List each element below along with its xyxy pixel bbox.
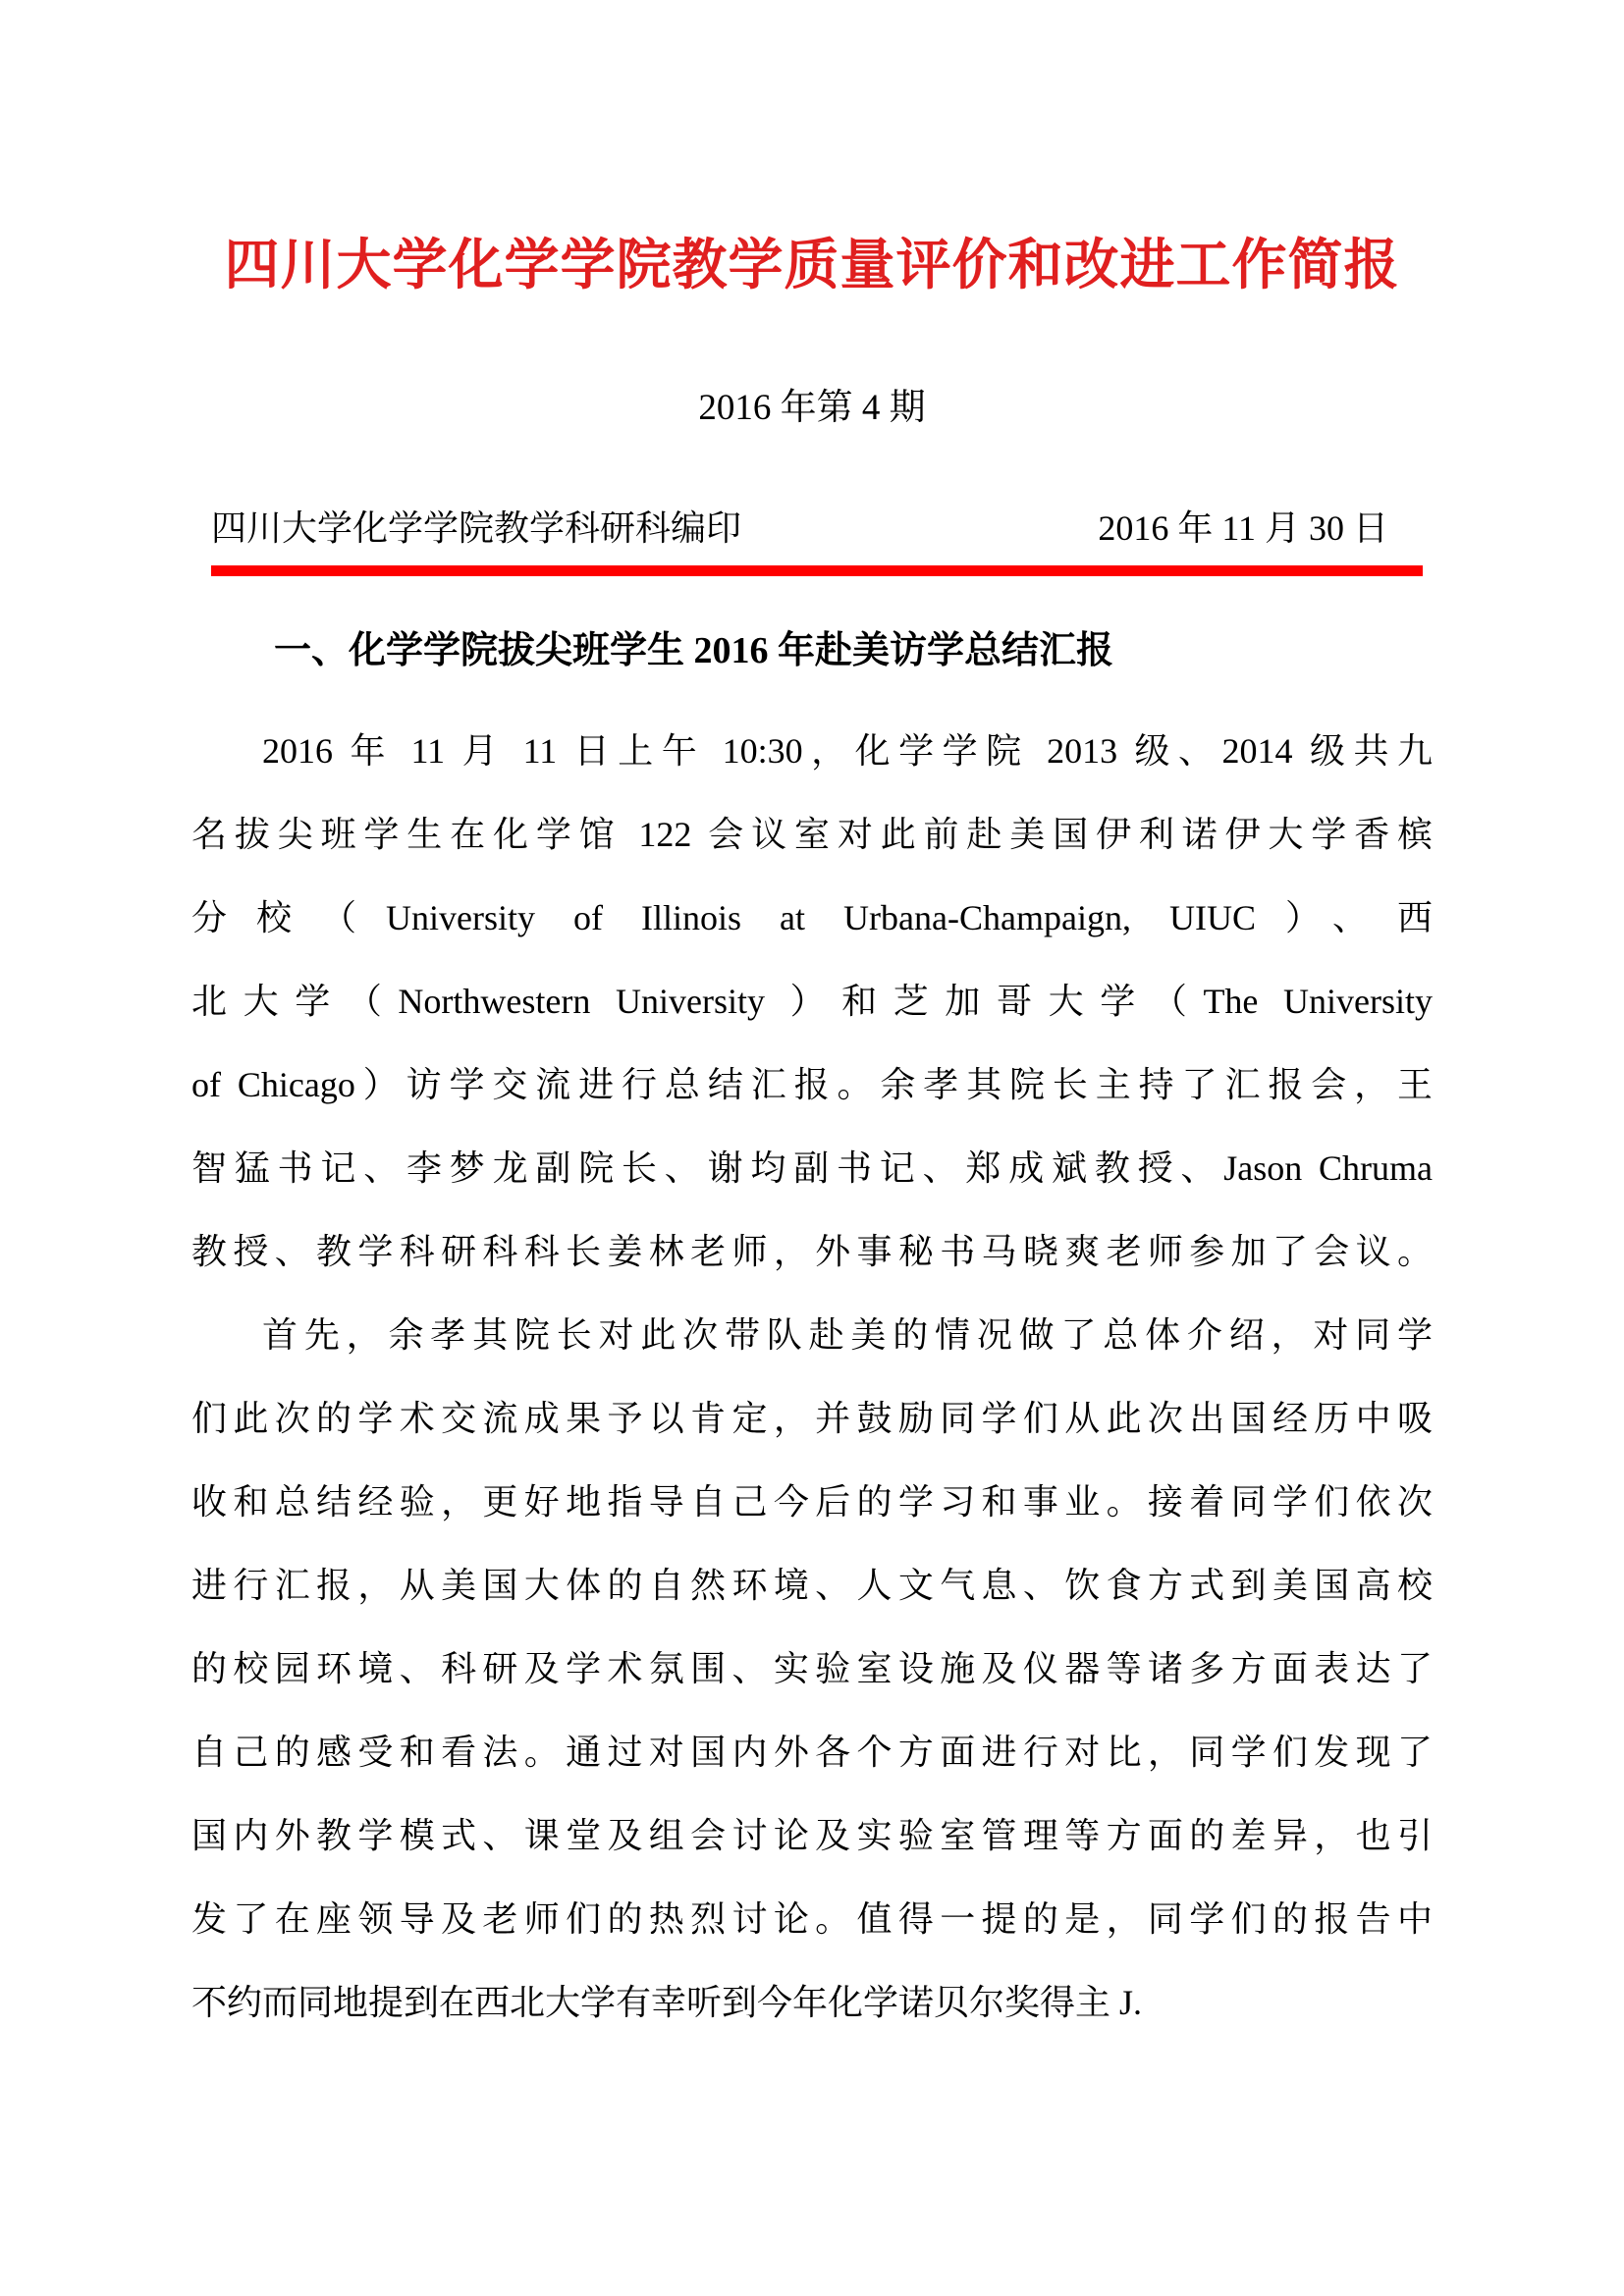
document-title: 四川大学化学学院教学质量评价和改进工作简报	[224, 234, 1400, 295]
body-line: 名拔尖班学生在化学馆 122 会议室对此前赴美国伊利诺伊大学香槟	[191, 814, 1433, 854]
body-line: 的校园环境、科研及学术氛围、实验室设施及仪器等诸多方面表达了	[191, 1648, 1433, 1688]
body-line: 国内外教学模式、课堂及组会讨论及实验室管理等方面的差异，也引	[191, 1815, 1433, 1855]
body-line: 发了在座领导及老师们的热烈讨论。值得一提的是，同学们的报告中	[191, 1898, 1433, 1939]
body-line: 自己的感受和看法。通过对国内外各个方面进行对比，同学们发现了	[191, 1732, 1433, 1772]
document-content	[191, 234, 1433, 2045]
publisher-row	[191, 507, 1433, 550]
body-line: 首先，余孝其院长对此次带队赴美的情况做了总体介绍，对同学	[262, 1314, 1433, 1355]
red-divider-rule	[211, 565, 1423, 576]
body-line: 收和总结经验，更好地指导自己今后的学习和事业。接着同学们依次	[191, 1481, 1433, 1522]
body-line: 2016 年 11 月 11 日上午 10:30，化学学院 2013 级、2014 级共九	[262, 730, 1433, 771]
body-line: of Chicago）访学交流进行总结汇报。余孝其院长主持了汇报会，王	[191, 1064, 1433, 1104]
body-line: 教授、教学科研科科长姜林老师，外事秘书马晓爽老师参加了会议。	[191, 1231, 1433, 1271]
section-heading: 一、化学学院拔尖班学生 2016 年赴美访学总结汇报	[274, 629, 1114, 671]
body-text	[191, 710, 1433, 2045]
body-line: 们此次的学术交流成果予以肯定，并鼓励同学们从此次出国经历中吸	[191, 1398, 1433, 1438]
body-line: 进行汇报，从美国大体的自然环境、人文气息、饮食方式到美国高校	[191, 1565, 1433, 1605]
issue-number: 2016 年第 4 期	[698, 388, 926, 429]
publisher-name: 四川大学化学学院教学科研科编印	[211, 507, 742, 548]
body-line: 不约而同地提到在西北大学有幸听到今年化学诺贝尔奖得主 J.	[191, 1982, 1143, 2022]
body-line: 分校（University of Illinois at Urbana-Champaign, UIUC）、西	[191, 897, 1433, 937]
publish-date: 2016 年 11 月 30 日	[1098, 507, 1388, 548]
body-line: 智猛书记、李梦龙副院长、谢均副书记、郑成斌教授、Jason Chruma	[191, 1148, 1433, 1188]
body-line: 北大学（Northwestern University ）和芝加哥大学（The University	[191, 981, 1433, 1021]
